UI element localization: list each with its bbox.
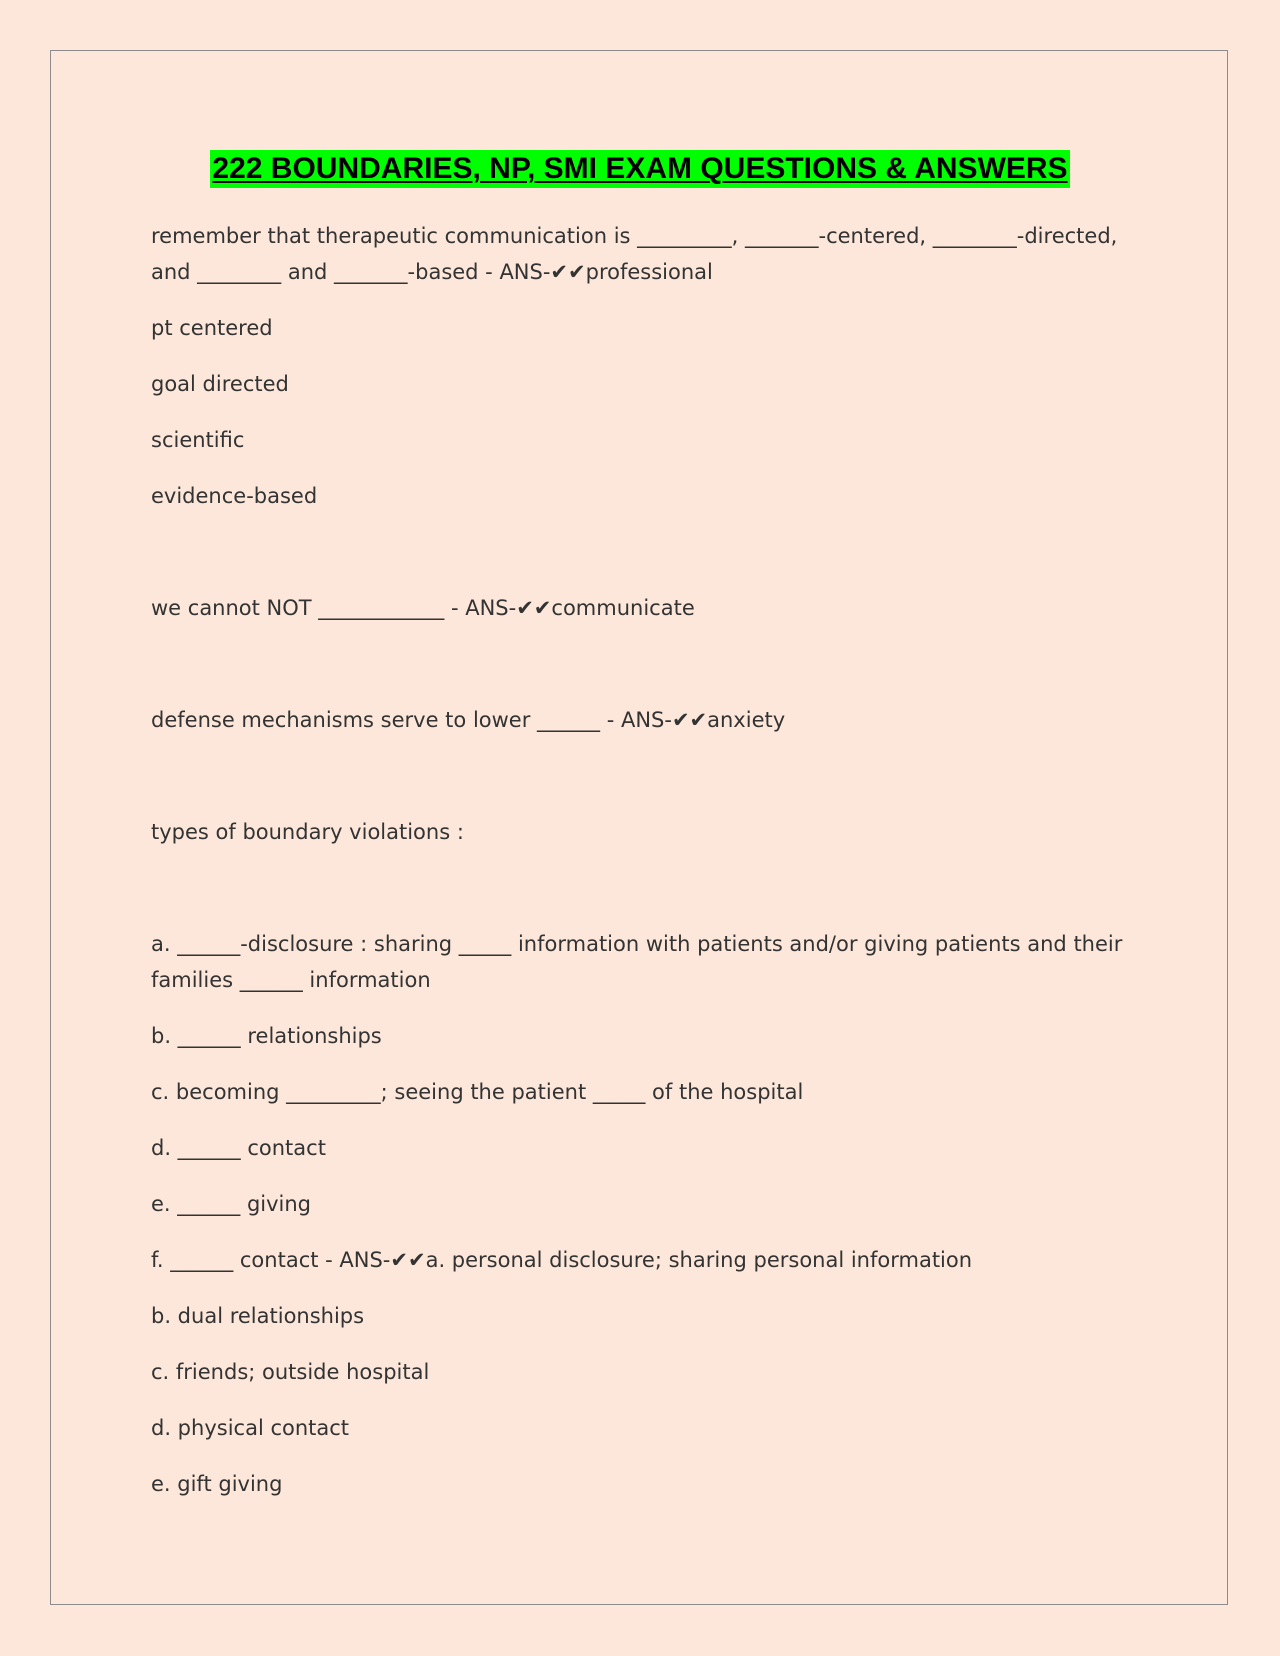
title-container	[0, 150, 1280, 188]
answer-line-goal-directed: goal directed	[151, 372, 289, 396]
document-title: 222 BOUNDARIES, NP, SMI EXAM QUESTIONS & ANSWERS	[210, 150, 1069, 188]
question-boundary-violations: types of boundary violations :	[151, 820, 464, 844]
question-defense-mechanisms: defense mechanisms serve to lower ______ - ANS-✔✔anxiety	[151, 708, 786, 732]
document-body	[151, 218, 1136, 1522]
answer-line-friends: c. friends; outside hospital	[151, 1360, 430, 1384]
violation-item-e: e. ______ giving	[151, 1192, 312, 1216]
violation-item-c: c. becoming _________; seeing the patient _____ of the hospital	[151, 1080, 804, 1104]
answer-line-pt-centered: pt centered	[151, 316, 273, 340]
answer-line-gift-giving: e. gift giving	[151, 1472, 283, 1496]
answer-line-physical-contact: d. physical contact	[151, 1416, 350, 1440]
question-therapeutic-communication: remember that therapeutic communication is _________, _______-centered, ________-directed, and ________ and _______-based - ANS-✔✔professional	[151, 224, 1118, 284]
violation-item-b: b. ______ relationships	[151, 1024, 382, 1048]
violation-item-f-answer: f. ______ contact - ANS-✔✔a. personal disclosure; sharing personal information	[151, 1248, 973, 1272]
answer-line-evidence-based: evidence-based	[151, 484, 318, 508]
violation-item-d: d. ______ contact	[151, 1136, 326, 1160]
answer-line-scientific: scientific	[151, 428, 245, 452]
violation-item-a: a. ______-disclosure : sharing _____ information with patients and/or giving patients and their families ______ information	[151, 932, 1123, 992]
answer-line-dual-relationships: b. dual relationships	[151, 1304, 365, 1328]
question-communicate: we cannot NOT ____________ - ANS-✔✔communicate	[151, 596, 695, 620]
